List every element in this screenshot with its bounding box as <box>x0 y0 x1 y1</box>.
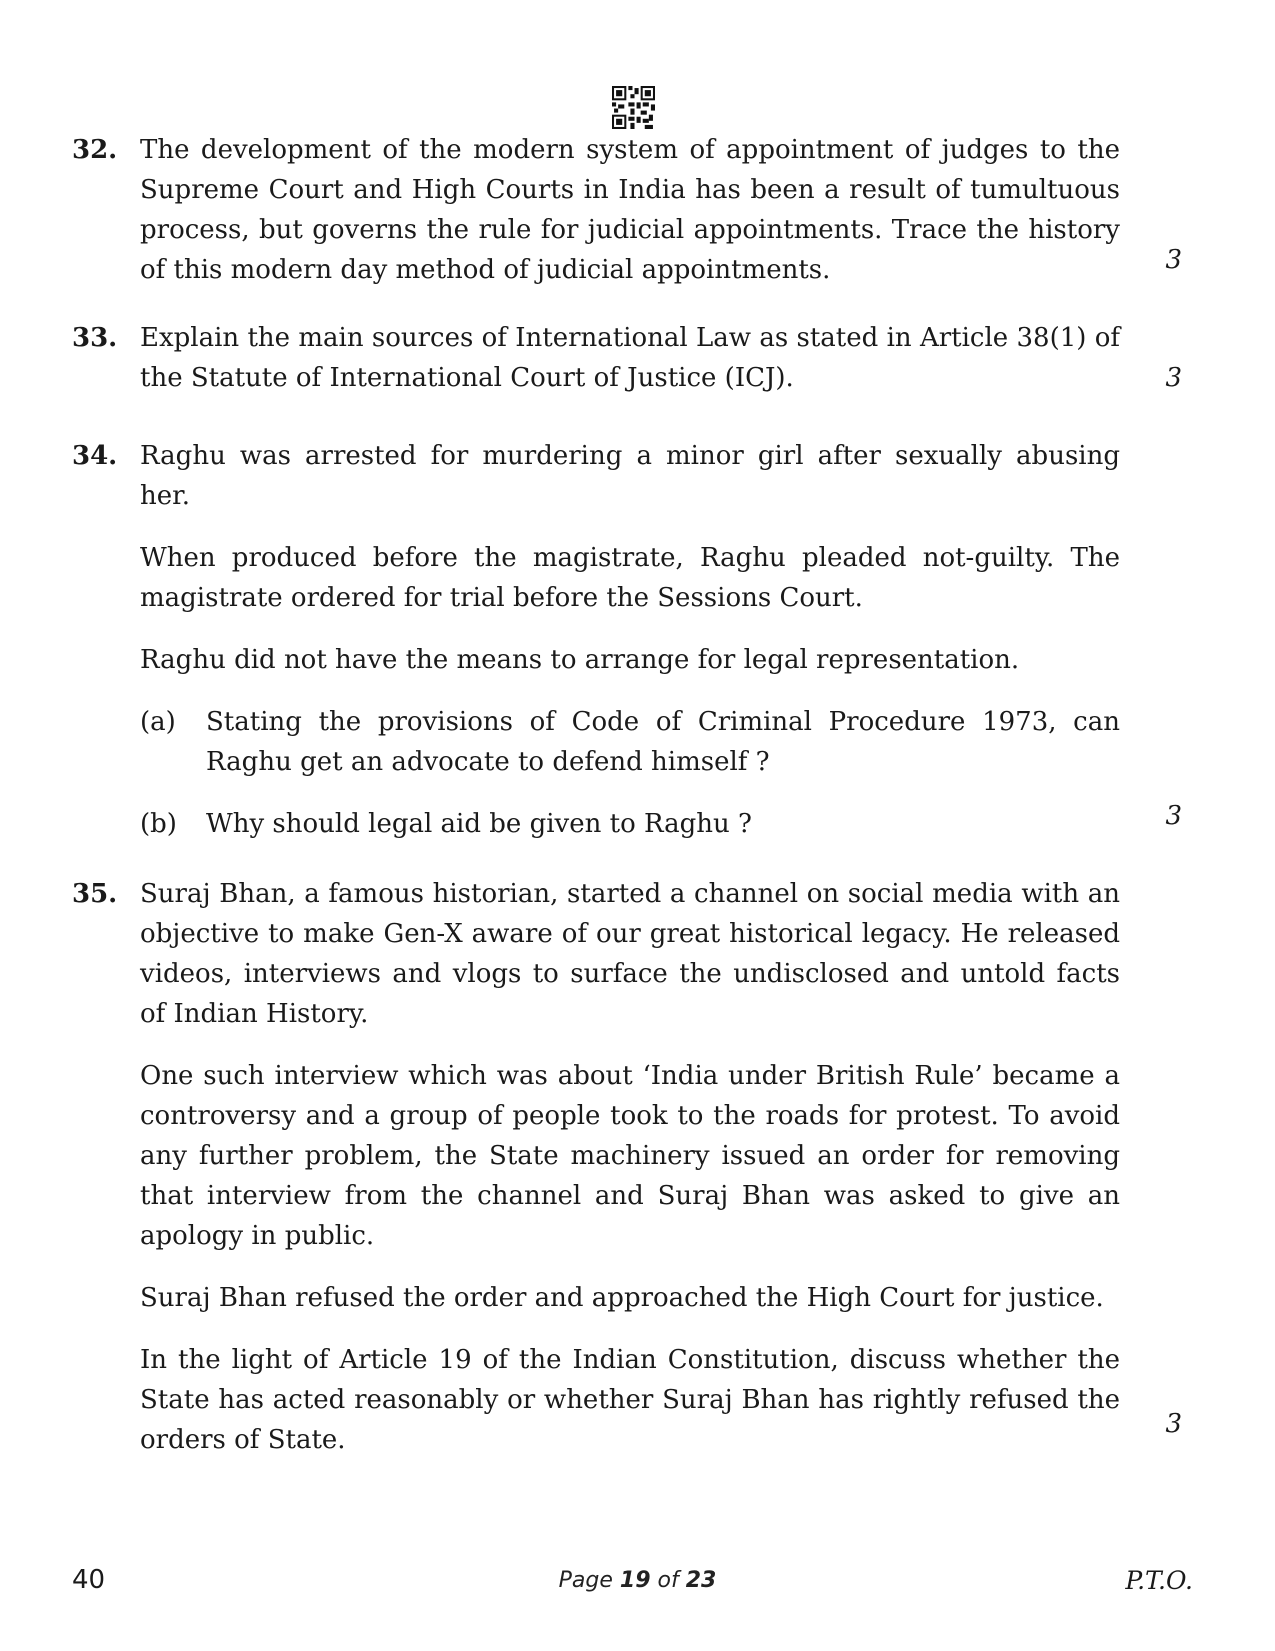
question-text: Raghu did not have the means to arrange for legal representation. <box>140 645 1020 675</box>
page-of: of <box>650 1568 686 1593</box>
marks: 3 <box>1165 1409 1182 1439</box>
subpart-label: (b) <box>140 809 177 839</box>
marks: 3 <box>1165 245 1182 275</box>
question-33 <box>72 318 1182 398</box>
qr-code-icon <box>612 86 655 129</box>
question-number: 33. <box>72 323 118 353</box>
question-text: Raghu was arrested for murdering a minor girl after sexually abusing her. <box>140 441 1120 511</box>
subpart-a <box>140 702 1120 782</box>
question-text: Suraj Bhan refused the order and approached the High Court for justice. <box>140 1283 1104 1313</box>
marks: 3 <box>1165 363 1182 393</box>
question-34 <box>72 436 1182 844</box>
pto-label: P.T.O. <box>1125 1566 1193 1595</box>
subpart-label: (a) <box>140 707 176 737</box>
question-number: 35. <box>72 879 118 909</box>
question-text: When produced before the magistrate, Raghu pleaded not-guilty. The magistrate ordered for trial before the Sessions Court. <box>140 543 1120 613</box>
page-prefix: Page <box>558 1568 620 1593</box>
question-text: In the light of Article 19 of the Indian Constitution, discuss whether the State has acted reasonably or whether Suraj Bhan has rightly refused the orders of State. <box>140 1345 1120 1455</box>
subpart-text: Stating the provisions of Code of Criminal Procedure 1973, can Raghu get an advocate to defend himself ? <box>206 707 1120 777</box>
page-indicator <box>0 1568 1275 1593</box>
question-35 <box>72 874 1182 1460</box>
question-text: The development of the modern system of appointment of judges to the Supreme Court and High Courts in India has been a result of tumultuous process, but governs the rule for judicial appointments. Trace the history of this modern day method of judicial appointments. <box>140 135 1120 285</box>
page-total: 23 <box>685 1568 717 1593</box>
question-number: 32. <box>72 135 118 165</box>
question-text: One such interview which was about ‘India under British Rule’ became a controversy and a group of people took to the roads for protest. To avoid any further problem, the State machinery issued an order for removing that interview from the channel and Suraj Bhan was asked to give an apology in public. <box>140 1061 1120 1251</box>
question-number: 34. <box>72 441 118 471</box>
paper-code: 40 <box>72 1565 106 1595</box>
marks: 3 <box>1165 801 1182 831</box>
question-text: Suraj Bhan, a famous historian, started a channel on social media with an objective to make Gen-X aware of our great historical legacy. He released videos, interviews and vlogs to surface the undisclosed and untold facts of Indian History. <box>140 879 1120 1029</box>
question-text: Explain the main sources of International Law as stated in Article 38(1) of the Statute of International Court of Justice (ICJ). <box>140 323 1120 393</box>
subpart-b <box>140 804 1120 844</box>
subpart-text: Why should legal aid be given to Raghu ? <box>206 809 752 839</box>
question-32 <box>72 130 1182 290</box>
page-current: 19 <box>619 1568 651 1593</box>
